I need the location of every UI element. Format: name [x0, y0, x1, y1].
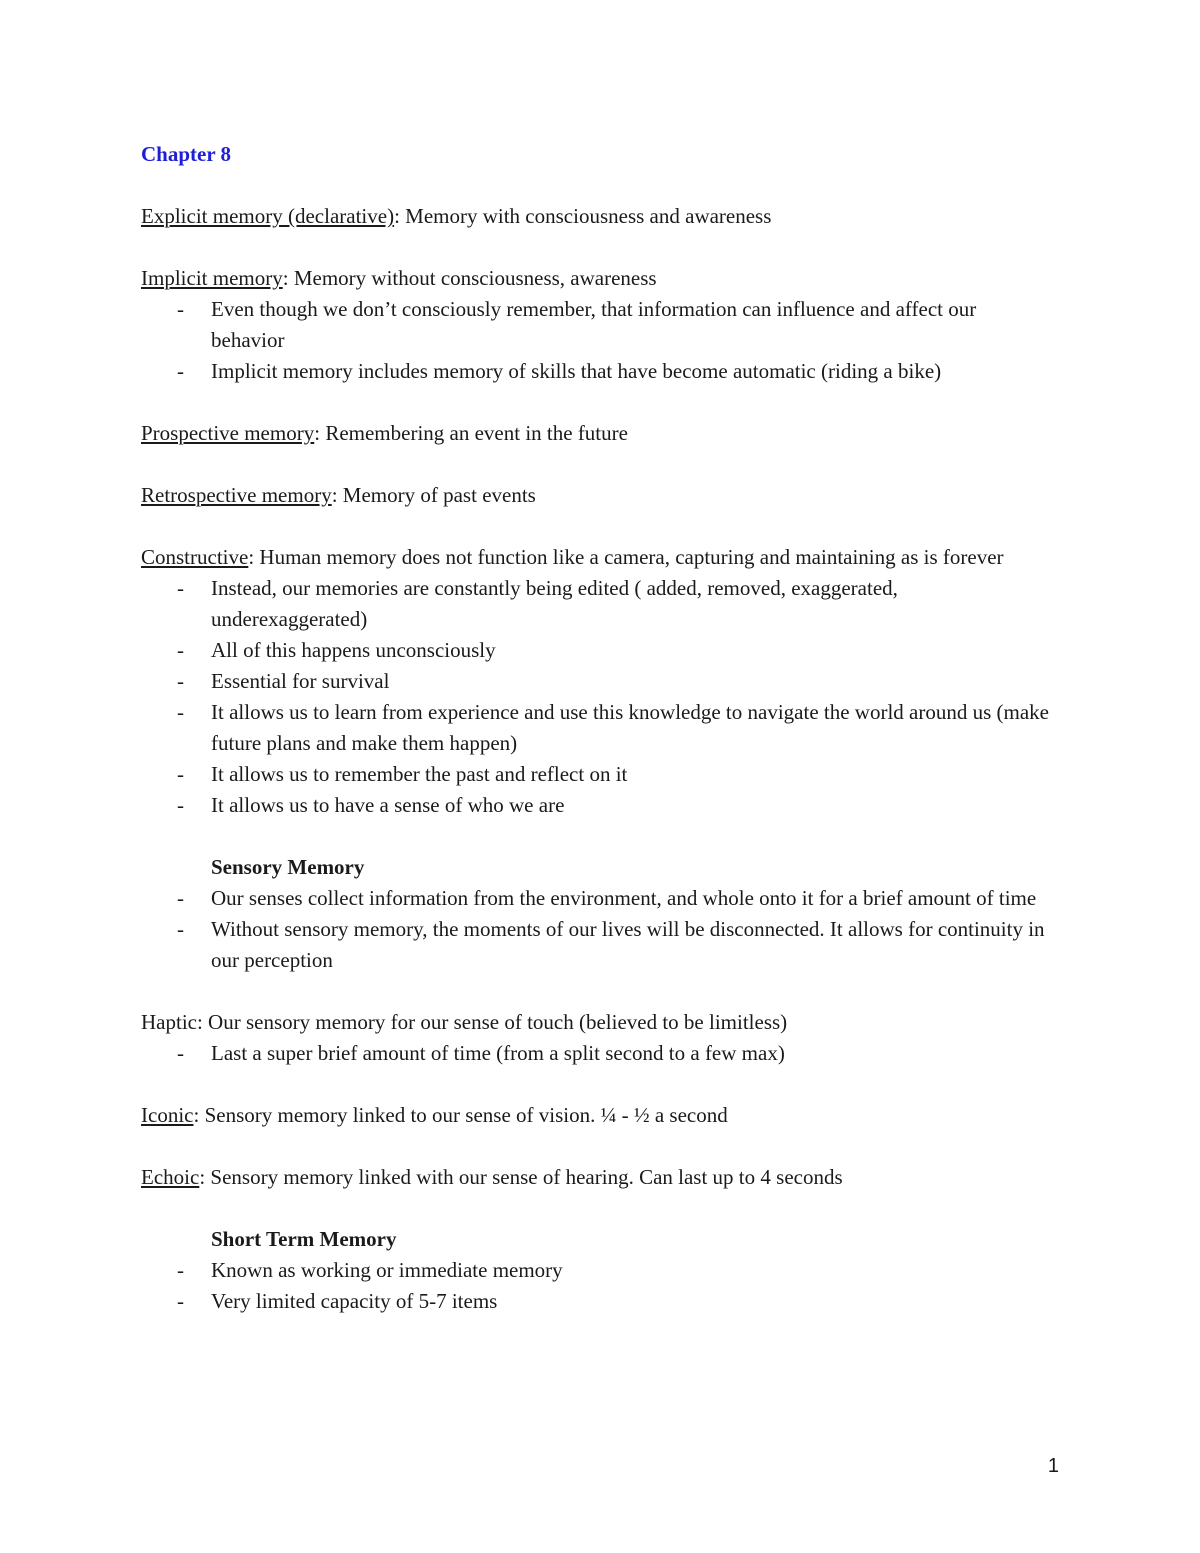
definition-text: Memory with consciousness and awareness	[399, 204, 772, 228]
definition-constructive: Constructive: Human memory does not function like a camera, capturing and maintaining as is forever	[141, 545, 1004, 569]
term-prospective-memory: Prospective memory	[141, 421, 315, 445]
definition-text: Sensory memory linked to our sense of vision. ¼ - ½ a second	[199, 1103, 728, 1127]
list-item: - Instead, our memories are constantly being edited ( added, removed, exaggerated, underexaggerated)	[177, 576, 898, 631]
section-heading-short-term-memory: Short Term Memory	[211, 1227, 397, 1251]
definition-prospective-memory: Prospective memory: Remembering an event in the future	[141, 421, 628, 445]
term-explicit-memory: Explicit memory (declarative)	[141, 204, 395, 228]
definition-implicit-memory: Implicit memory: Memory without consciousness, awareness	[141, 266, 657, 290]
definition-text: Sensory memory linked with our sense of hearing. Can last up to 4 seconds	[205, 1165, 843, 1189]
implicit-memory-list	[141, 294, 1051, 387]
list-item: - It allows us to remember the past and reflect on it	[177, 762, 628, 786]
list-item: - It allows us to have a sense of who we are	[177, 793, 565, 817]
definition-text: Memory without consciousness, awareness	[288, 266, 657, 290]
chapter-title: Chapter 8	[141, 142, 232, 166]
definition-echoic: Echoic: Sensory memory linked with our sense of hearing. Can last up to 4 seconds	[141, 1165, 843, 1189]
definition-retrospective-memory: Retrospective memory: Memory of past events	[141, 483, 536, 507]
definition-iconic: Iconic: Sensory memory linked to our sense of vision. ¼ - ½ a second	[141, 1103, 728, 1127]
term-echoic: Echoic	[141, 1165, 200, 1189]
list-item: - Even though we don’t consciously remember, that information can influence and affect our behavior	[177, 297, 977, 352]
list-item: - Without sensory memory, the moments of our lives will be disconnected. It allows for continuity in our perception	[177, 917, 1045, 972]
definition-text: Remembering an event in the future	[320, 421, 628, 445]
section-heading-sensory-memory: Sensory Memory	[211, 855, 365, 879]
short-term-memory-list	[141, 1255, 1051, 1317]
definition-haptic: Haptic: Our sensory memory for our sense of touch (believed to be limitless)	[141, 1010, 788, 1034]
haptic-list	[141, 1038, 1051, 1069]
term-retrospective-memory: Retrospective memory	[141, 483, 332, 507]
definition-explicit-memory: Explicit memory (declarative): Memory with consciousness and awareness	[141, 204, 772, 228]
definition-text: Human memory does not function like a camera, capturing and maintaining as is forever	[254, 545, 1004, 569]
term-constructive: Constructive	[141, 545, 249, 569]
definition-text: Memory of past events	[337, 483, 536, 507]
list-item: - Implicit memory includes memory of skills that have become automatic (riding a bike)	[177, 359, 942, 383]
term-implicit-memory: Implicit memory	[141, 266, 283, 290]
constructive-list	[141, 573, 1051, 821]
sensory-memory-list	[141, 883, 1051, 976]
list-item: - All of this happens unconsciously	[177, 638, 496, 662]
list-item: - It allows us to learn from experience and use this knowledge to navigate the world around us (make future plans and make them happen)	[177, 700, 1050, 755]
list-item: - Very limited capacity of 5-7 items	[177, 1289, 498, 1313]
term-iconic: Iconic	[141, 1103, 194, 1127]
list-item: - Our senses collect information from the environment, and whole onto it for a brief amount of time	[177, 886, 1037, 910]
document-page	[141, 139, 1051, 1317]
list-item: - Last a super brief amount of time (from a split second to a few max)	[177, 1041, 785, 1065]
list-item: - Known as working or immediate memory	[177, 1258, 563, 1282]
list-item: - Essential for survival	[177, 669, 390, 693]
page-number: 1	[1047, 1455, 1059, 1477]
